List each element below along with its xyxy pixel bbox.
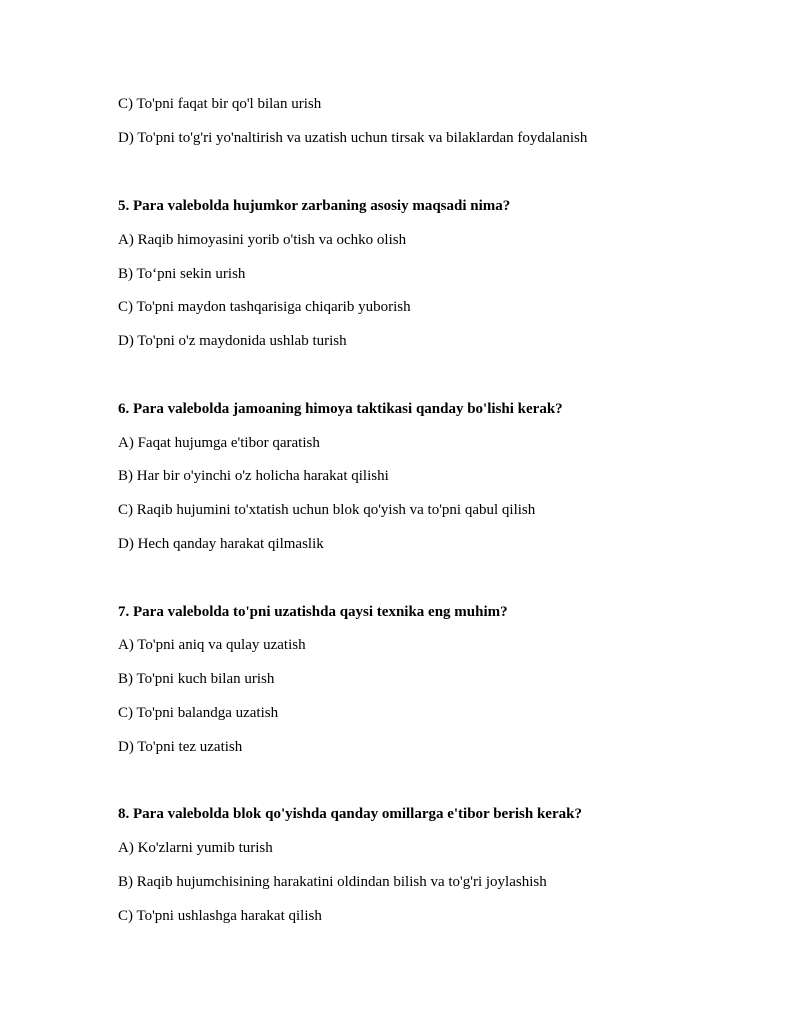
question-8: 8. Para valebolda blok qo'yishda qanday omillarga e'tibor berish kerak? [118, 806, 582, 822]
option-6d: D) Hech qanday harakat qilmaslik [118, 536, 324, 552]
option-5c: C) To'pni maydon tashqarisiga chiqarib yuborish [118, 299, 411, 315]
option-4c: C) To'pni faqat bir qo'l bilan urish [118, 96, 322, 112]
option-4d: D) To'pni to'g'ri yo'naltirish va uzatish uchun tirsak va bilaklardan foydalanish [118, 130, 588, 146]
option-5b: B) To‘pni sekin urish [118, 266, 246, 282]
option-6b: B) Har bir o'yinchi o'z holicha harakat qilishi [118, 468, 389, 484]
option-8c: C) To'pni ushlashga harakat qilish [118, 908, 322, 924]
option-5d: D) To'pni o'z maydonida ushlab turish [118, 333, 347, 349]
option-6c: C) Raqib hujumini to'xtatish uchun blok qo'yish va to'pni qabul qilish [118, 502, 536, 518]
option-5a: A) Raqib himoyasini yorib o'tish va ochko olish [118, 232, 407, 248]
option-7c: C) To'pni balandga uzatish [118, 705, 279, 721]
question-7: 7. Para valebolda to'pni uzatishda qaysi texnika eng muhim? [118, 604, 508, 620]
option-6a: A) Faqat hujumga e'tibor qaratish [118, 435, 320, 451]
option-8b: B) Raqib hujumchisining harakatini oldindan bilish va to'g'ri joylashish [118, 874, 547, 890]
question-5: 5. Para valebolda hujumkor zarbaning asosiy maqsadi nima? [118, 198, 511, 214]
option-8a: A) Ko'zlarni yumib turish [118, 840, 273, 856]
option-7a: A) To'pni aniq va qulay uzatish [118, 637, 306, 653]
question-6: 6. Para valebolda jamoaning himoya taktikasi qanday bo'lishi kerak? [118, 401, 563, 417]
option-7d: D) To'pni tez uzatish [118, 739, 243, 755]
option-7b: B) To'pni kuch bilan urish [118, 671, 275, 687]
